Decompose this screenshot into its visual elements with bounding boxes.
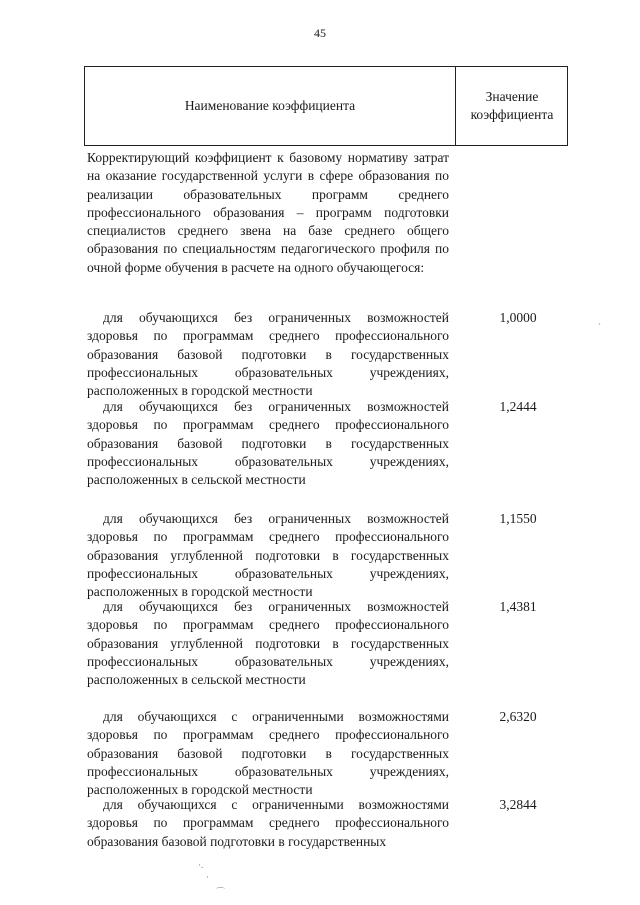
coefficient-description: Корректирующий коэффициент к базовому нормативу затрат на оказание государственной услуги в сфере образования по реализации образовательных программ среднего профессионального образования – программ подготовки специалистов среднего звена на базе среднего общего образования по специальностям педагогического профиля по очной форме обучения в расчете на одного обучающегося: bbox=[87, 150, 449, 275]
table-row bbox=[87, 309, 567, 400]
row-description: для обучающихся без ограниченных возможностей здоровья по программам среднего профессионального образования углубленной подготовки в государственных профессиональных образовательных учреждениях, расположенных в сельской местности bbox=[87, 599, 449, 688]
row-value: 1,0000 bbox=[499, 310, 537, 325]
header-coefficient-value: Значение коэффициента bbox=[470, 89, 554, 122]
table-row bbox=[87, 796, 567, 851]
row-description: для обучающихся с ограниченными возможностями здоровья по программам среднего профессионального образования базовой подготовки в государственных профессиональных образовательных учреждениях, расположенных в городской местности bbox=[87, 709, 449, 798]
table-row bbox=[87, 708, 567, 799]
table-header bbox=[84, 66, 568, 146]
scan-speck: · bbox=[206, 872, 209, 882]
table-row bbox=[87, 598, 567, 689]
header-coefficient-name: Наименование коэффициента bbox=[184, 98, 356, 113]
table-row bbox=[87, 510, 567, 601]
row-description: для обучающихся без ограниченных возможностей здоровья по программам среднего профессионального образования базовой подготовки в государственных профессиональных образовательных учреждениях, расположенных в городской местности bbox=[87, 310, 449, 399]
row-value: 2,6320 bbox=[499, 709, 537, 724]
row-value: 1,1550 bbox=[499, 511, 537, 526]
scan-speck: ·. bbox=[198, 860, 204, 870]
row-value: 3,2844 bbox=[499, 797, 537, 812]
row-description: для обучающихся с ограниченными возможностями здоровья по программам среднего профессионального образования базовой подготовки в государственных bbox=[87, 797, 449, 849]
table-row bbox=[87, 398, 567, 489]
scan-speck: ` bbox=[598, 322, 601, 332]
row-description: для обучающихся без ограниченных возможностей здоровья по программам среднего профессионального образования базовой подготовки в государственных профессиональных образовательных учреждениях, расположенных в сельской местности bbox=[87, 399, 449, 488]
row-description: для обучающихся без ограниченных возможностей здоровья по программам среднего профессионального образования углубленной подготовки в государственных профессиональных образовательных учреждениях, расположенных в городской местности bbox=[87, 511, 449, 600]
row-value: 1,4381 bbox=[499, 599, 537, 614]
scan-speck: ⌒ bbox=[216, 887, 226, 897]
page-number: 45 bbox=[314, 26, 326, 40]
row-value: 1,2444 bbox=[499, 399, 537, 414]
